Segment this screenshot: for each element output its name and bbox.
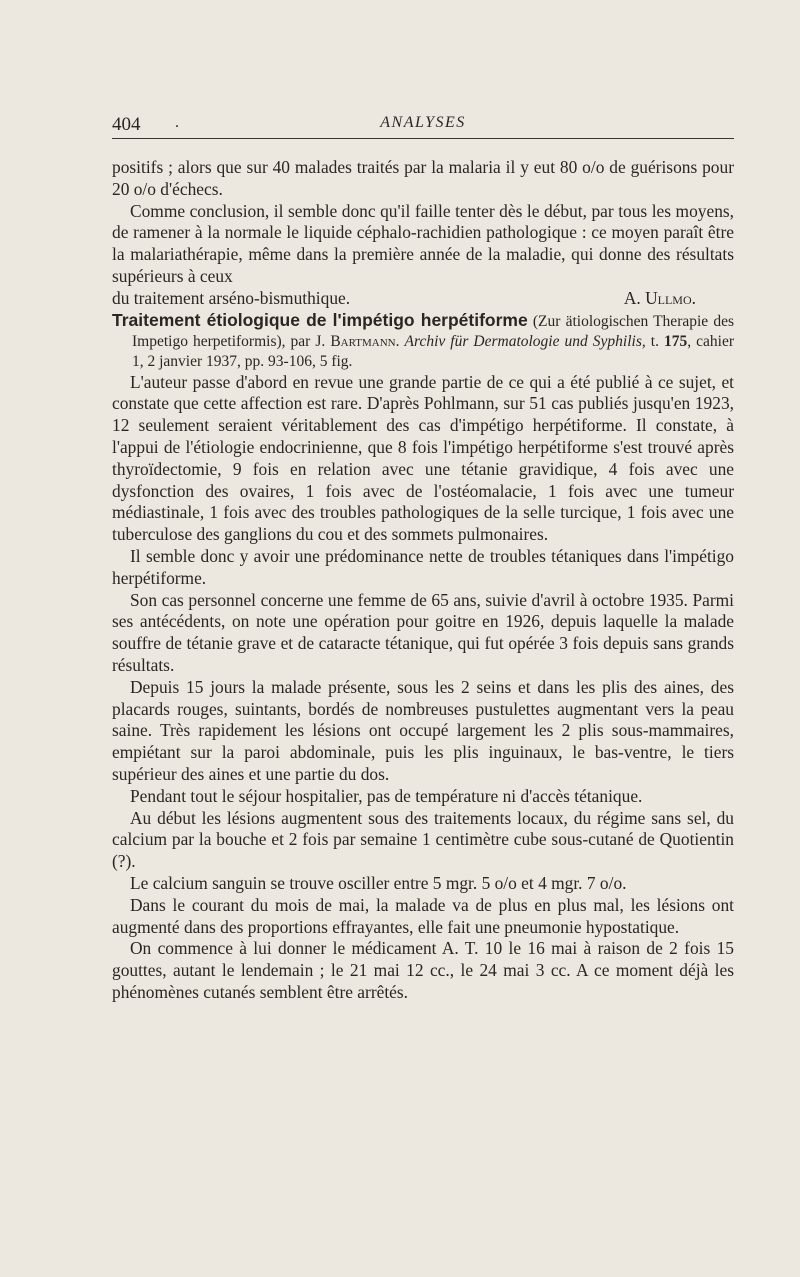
article-title: Traitement étiologique de l'impétigo herpétiforme: [112, 309, 528, 330]
header-separator: .: [175, 114, 179, 131]
conclusion-last-line: [112, 288, 734, 310]
page-header: [112, 112, 734, 139]
body-paragraph-8: Dans le courant du mois de mai, la malade va de plus en plus mal, les lésions ont augmenté dans des proportions effrayantes, elle fait une pneumonie hypostatique.: [112, 894, 734, 937]
body-paragraph-7: Le calcium sanguin se trouve osciller entre 5 mgr. 5 o/o et 4 mgr. 7 o/o.: [130, 872, 627, 893]
article-volume: 175: [664, 332, 688, 350]
body-paragraph-1: L'auteur passe d'abord en revue une grande partie de ce qui a été publié à ce sujet, et constate que cette affection est rare. D'après Pohlmann, sur 51 cas publiés jusqu'en 1923, 12 seulement seraient véritablement des cas d'impétigo herpétiforme. Il constate, à l'appui de l'étiologie endocrinienne, que 8 fois l'impétigo herpétiforme s'est trouvé après thyroïdectomie, 9 fois en relation avec une tétanie gravidique, 4 fois avec une dysfonction des ovaires, 1 fois avec de l'ostéomalacie, 1 fois avec une tumeur médiastinale, 1 fois avec des troubles pathologiques de la selle turcique, 1 fois avec une tuberculose des ganglions du cou et des sommets pulmonaires.: [112, 371, 734, 545]
page-body: [112, 157, 734, 1004]
conclusion-ending: du traitement arséno-bismuthique.: [112, 287, 351, 308]
article-author: Bartmann: [330, 332, 396, 350]
article-reference-a: (Zur ätiologischen Therapie des Impetigo herpetiformis), par J.: [132, 312, 734, 350]
page: [112, 112, 734, 1004]
body-paragraph-2: Il semble donc y avoir une prédominance nette de troubles tétaniques dans l'impétigo herpétiforme.: [112, 545, 734, 588]
body-paragraph-6: Au début les lésions augmentent sous des traitements locaux, du régime sans sel, du calcium par la bouche et 2 fois par semaine 1 centimètre cube sous-cutané de Quotientin (?).: [112, 807, 734, 872]
body-paragraph-4: Depuis 15 jours la malade présente, sous les 2 seins et dans les plis des aines, des placards rouges, suintants, bordés de nombreuses pustulettes augmentant vers la peau saine. Très rapidement les lésions ont occupé largement les 2 plis sous-mammaires, empiétant sur la paroi abdominale, puis les plis inguinaux, le bas-ventre, le tiers supérieur des aines et une partie du dos.: [112, 676, 734, 784]
page-number: 404: [112, 114, 141, 135]
body-paragraph-3: Son cas personnel concerne une femme de 65 ans, suivie d'avril à octobre 1935. Parmi ses antécédents, on note une opération pour goitre en 1926, depuis laquelle la malade souffre de tétanie grave et de cataracte tétanique, qui fut opérée 3 fois depuis sans grands résultats.: [112, 589, 734, 675]
continuation-paragraph: positifs ; alors que sur 40 malades traités par la malaria il y eut 80 o/o de guérisons pour 20 o/o d'échecs.: [112, 157, 734, 199]
article-reference-d: , cahier 1, 2 janvier 1937, pp. 93-106, 5 fig.: [132, 332, 735, 370]
article-journal: Archiv für Dermatologie und Syphilis: [404, 332, 642, 350]
running-head: ANALYSES: [380, 114, 466, 131]
article-reference-c: , t.: [641, 332, 664, 350]
conclusion-paragraph: Comme conclusion, il semble donc qu'il faille tenter dès le début, par tous les moyens, de ramener à la normale le liquide céphalo-rachidien pathologique : ce moyen paraît être la malariathérapie, même dans la première année de la maladie, qui donne des résultats supérieurs à ceux: [112, 200, 734, 286]
reviewer-signature: A. Ullmo.: [623, 287, 696, 308]
article-heading: [112, 310, 734, 372]
body-paragraph-5: Pendant tout le séjour hospitalier, pas de température ni d'accès tétanique.: [130, 785, 643, 806]
body-paragraph-9: On commence à lui donner le médicament A. T. 10 le 16 mai à raison de 2 fois 15 gouttes, autant le lendemain ; le 21 mai 12 cc., le 24 mai 3 cc. A ce moment déjà les phénomènes cutanés semblent être arrêtés.: [112, 938, 734, 1002]
article-reference-b: .: [395, 332, 405, 350]
